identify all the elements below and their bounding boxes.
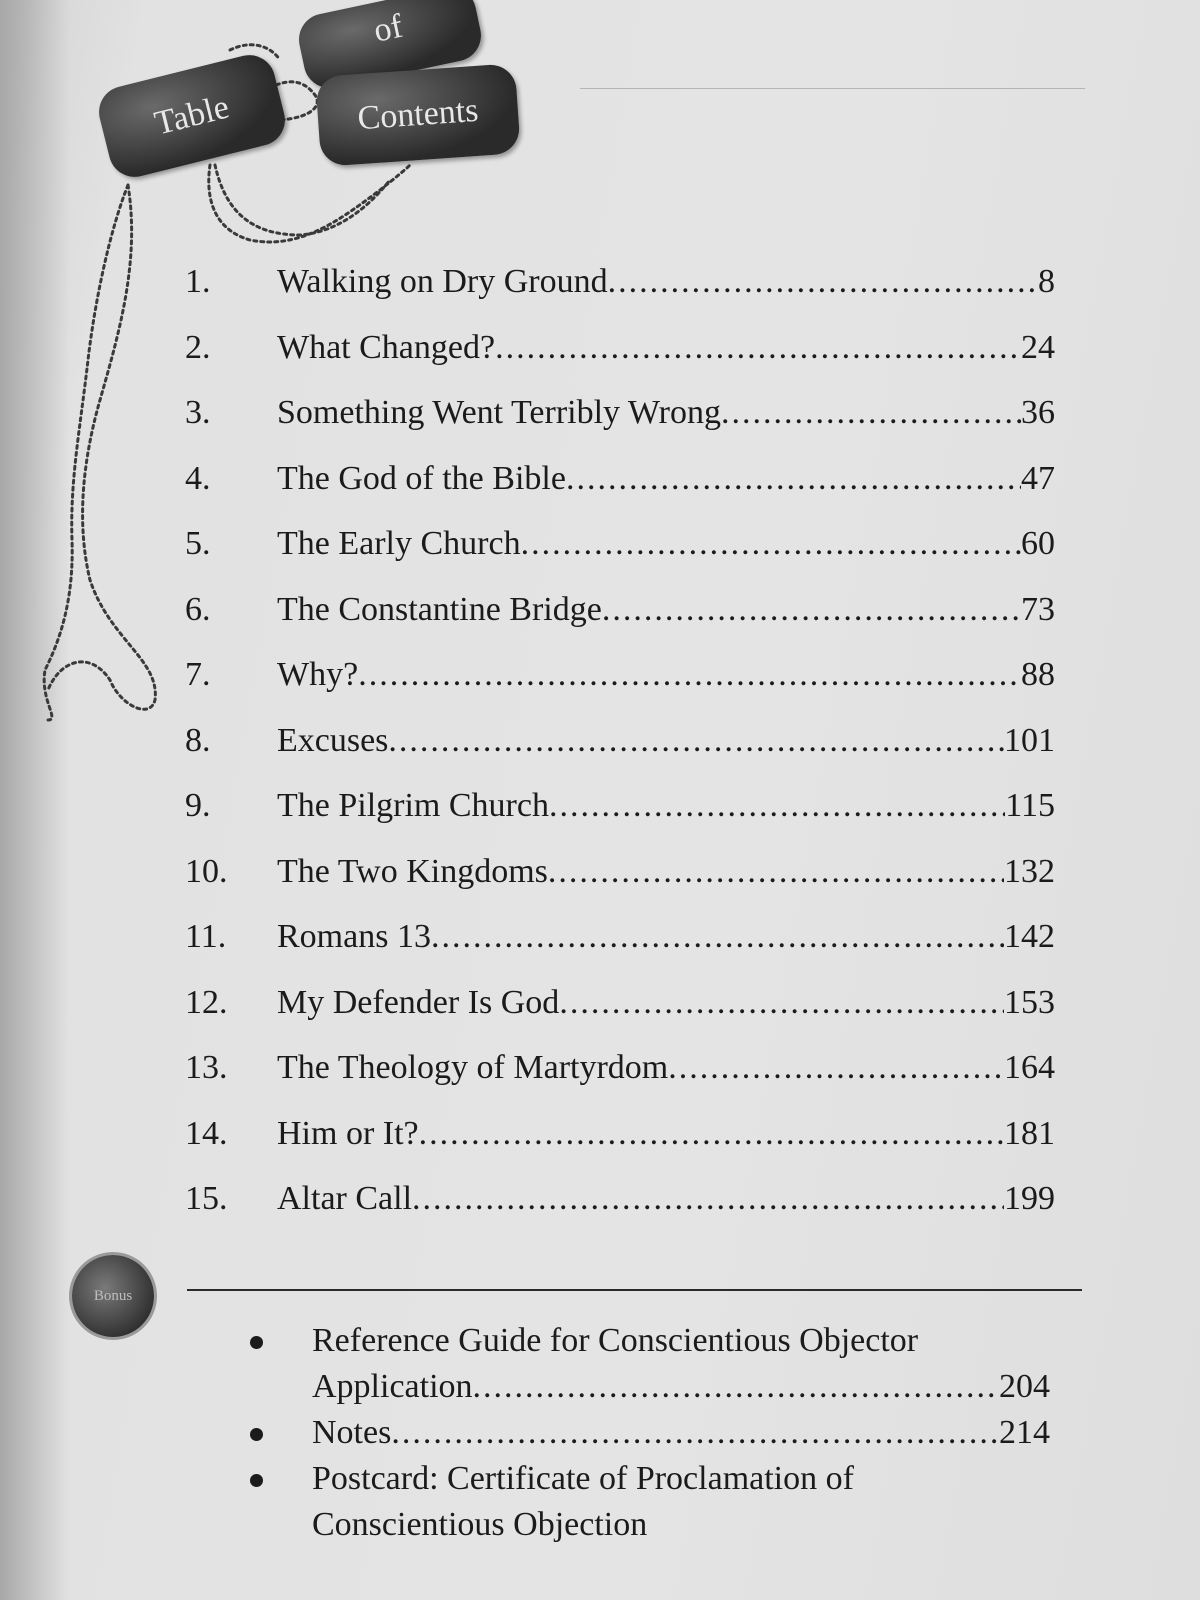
chapter-title: Romans 13: [277, 918, 431, 955]
leader-dots: [548, 852, 1004, 892]
toc-entry[interactable]: [185, 524, 1055, 590]
bullet-icon: [250, 1474, 263, 1487]
chapter-title: The Two Kingdoms: [277, 852, 548, 890]
leader-dots: [358, 655, 1021, 695]
leader-dots: [721, 393, 1021, 433]
chapter-title: What Changed?: [277, 328, 496, 366]
dog-tag-contents: [315, 63, 521, 167]
chapter-number: 13.: [185, 1049, 228, 1086]
toc-entry[interactable]: [185, 459, 1055, 525]
bonus-item[interactable]: [250, 1410, 1050, 1456]
chapter-title: The Early Church: [277, 525, 521, 562]
leader-dots: [473, 1364, 999, 1410]
leader-dots: [391, 1410, 999, 1456]
chapter-number: 9.: [185, 787, 211, 824]
chapter-title: Why?: [277, 656, 359, 693]
bonus-item-line: Application: [312, 1368, 473, 1405]
toc-entry[interactable]: [185, 852, 1055, 918]
chapter-title: The God of the Bible: [277, 459, 566, 497]
page-number: 101: [1004, 721, 1055, 759]
chapter-number: 10.: [185, 852, 228, 890]
toc-entry[interactable]: [185, 721, 1055, 787]
page-number: 24: [1021, 328, 1055, 366]
toc-entry[interactable]: [185, 1179, 1055, 1245]
bonus-list: [250, 1318, 1050, 1548]
page-number: 142: [1004, 918, 1055, 955]
bonus-item-line: Postcard: Certificate of Proclamation of: [312, 1460, 854, 1497]
table-of-contents: [185, 262, 1055, 1245]
leader-dots: [549, 786, 1005, 826]
leader-dots: [668, 1048, 1004, 1088]
leader-dots: [388, 721, 1004, 761]
tag-label-contents: Contents: [356, 91, 480, 138]
toc-entry[interactable]: [185, 786, 1055, 852]
toc-entry[interactable]: [185, 655, 1055, 721]
chapter-number: 12.: [185, 983, 228, 1021]
chapter-number: 5.: [185, 525, 211, 562]
bonus-divider: [187, 1289, 1082, 1291]
toc-entry[interactable]: [185, 393, 1055, 459]
bonus-badge-label: Bonus: [93, 1287, 133, 1304]
bonus-item[interactable]: [250, 1318, 1050, 1410]
chapter-title: The Pilgrim Church: [277, 787, 549, 824]
chapter-number: 2.: [185, 328, 211, 366]
toc-entry[interactable]: [185, 917, 1055, 983]
bullet-icon: [250, 1428, 263, 1441]
leader-dots: [608, 262, 1038, 302]
chapter-number: 4.: [185, 459, 211, 497]
toc-entry[interactable]: [185, 590, 1055, 656]
chapter-number: 11.: [185, 918, 227, 955]
page-number: 60: [1021, 525, 1055, 562]
chapter-title: My Defender Is God: [277, 983, 560, 1021]
chapter-number: 3.: [185, 394, 211, 431]
chapter-title: The Theology of Martyrdom: [277, 1049, 669, 1086]
header-rule: [580, 88, 1085, 89]
leader-dots: [559, 983, 1004, 1023]
page-number: 36: [1021, 394, 1055, 431]
bonus-item[interactable]: [250, 1456, 1050, 1548]
chapter-number: 7.: [185, 656, 211, 693]
bonus-item-line: Conscientious Objection: [312, 1506, 648, 1543]
page-number: 181: [1004, 1114, 1055, 1152]
tag-label-of: of: [370, 7, 406, 50]
page-number: 153: [1004, 983, 1055, 1021]
leader-dots: [566, 459, 1021, 499]
toc-entry[interactable]: [185, 262, 1055, 328]
leader-dots: [521, 524, 1021, 564]
leader-dots: [602, 590, 1021, 630]
page-number: 88: [1021, 656, 1055, 693]
toc-entry[interactable]: [185, 1114, 1055, 1180]
page-number: 204: [999, 1368, 1050, 1405]
toc-entry[interactable]: [185, 1048, 1055, 1114]
chapter-title: Him or It?: [277, 1114, 419, 1152]
page-number: 164: [1004, 1049, 1055, 1086]
chapter-number: 8.: [185, 721, 211, 759]
page-number: 199: [1004, 1180, 1055, 1217]
leader-dots: [412, 1179, 1004, 1219]
page-number: 73: [1021, 590, 1055, 628]
chapter-number: 1.: [185, 263, 211, 300]
chapter-number: 15.: [185, 1180, 228, 1217]
chapter-title: Walking on Dry Ground: [277, 263, 608, 300]
bullet-icon: [250, 1336, 263, 1349]
leader-dots: [431, 917, 1004, 957]
chapter-number: 6.: [185, 590, 211, 628]
toc-entry[interactable]: [185, 328, 1055, 394]
page-number: 115: [1005, 787, 1055, 824]
chapter-title: Something Went Terribly Wrong: [277, 394, 721, 431]
chapter-title: The Constantine Bridge: [277, 590, 602, 628]
page-number: 132: [1004, 852, 1055, 890]
toc-entry[interactable]: [185, 983, 1055, 1049]
leader-dots: [495, 328, 1021, 368]
page-number: 47: [1021, 459, 1055, 497]
chapter-title: Altar Call: [277, 1180, 413, 1217]
bonus-item-line: Notes: [312, 1414, 392, 1451]
tag-label-table: Table: [151, 88, 233, 143]
leader-dots: [419, 1114, 1004, 1154]
chapter-title: Excuses: [277, 721, 389, 759]
page-number: 8: [1038, 263, 1055, 300]
chapter-number: 14.: [185, 1114, 228, 1152]
page-number: 214: [999, 1414, 1050, 1451]
bonus-item-line: Reference Guide for Conscientious Objector: [312, 1322, 919, 1359]
bonus-badge: [72, 1255, 154, 1337]
